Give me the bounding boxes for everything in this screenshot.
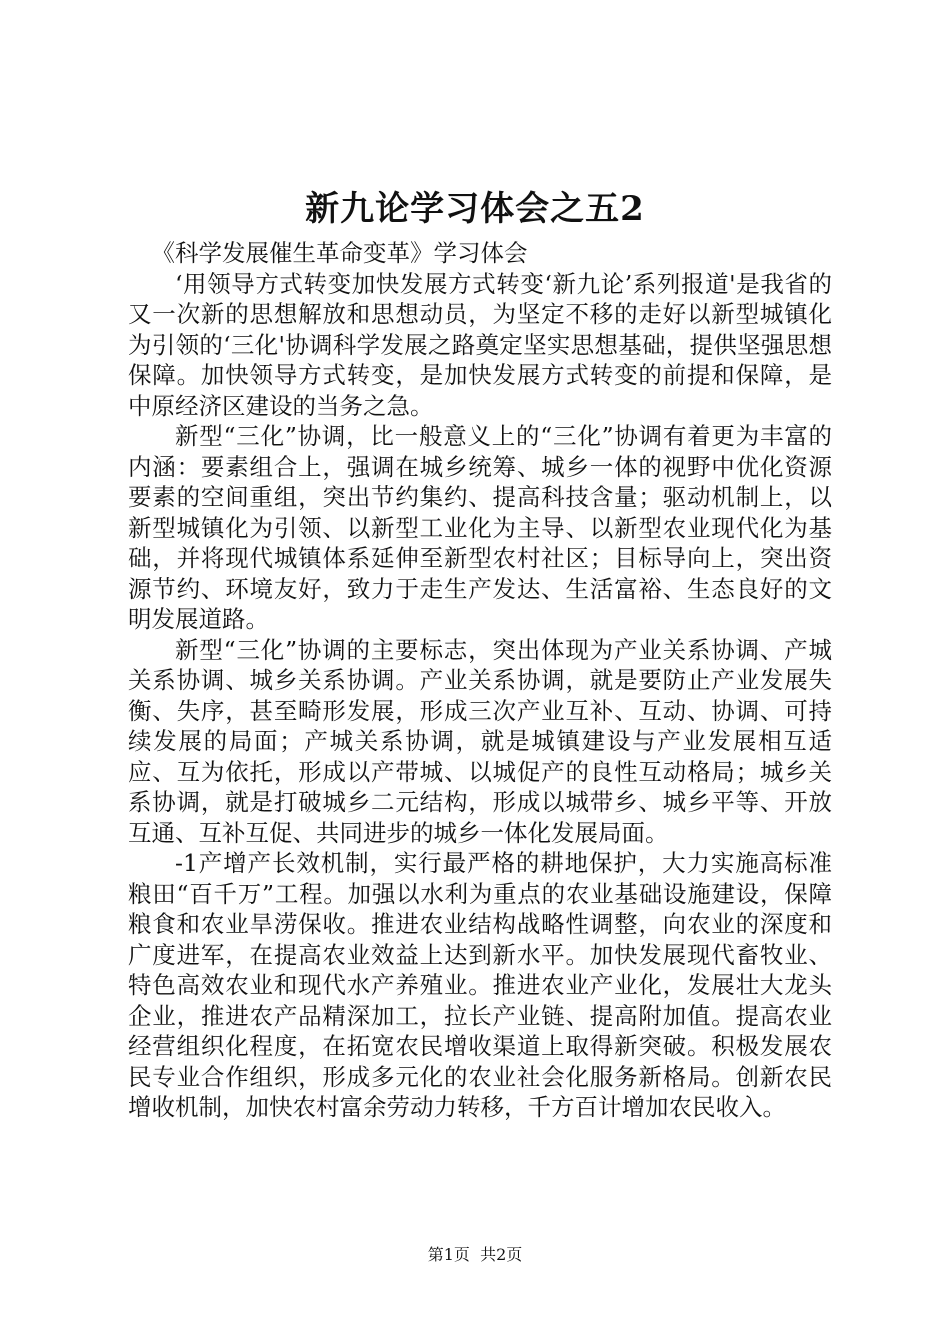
document-title: 新九论学习体会之五2 xyxy=(305,189,645,229)
body-paragraph: 新型“三化”协调的主要标志，突出体现为产业关系协调、产城关系协调、城乡关系协调。产业关系协调，就是要防止产业发展失衡、失序，甚至畸形发展，形成三次产业互补、互动、协调、可持续发展的局面；产城关系协调，就是城镇建设与产业发展相互适应、互为依托，形成以产带城、以城促产的良性互动格局；城乡关系协调，就是打破城乡二元结构，形成以城带乡、城乡平等、开放互通、互补互促、共同进步的城乡一体化发展局面。 xyxy=(128,635,832,847)
document-body xyxy=(128,238,832,1123)
body-paragraph: ‘用领导方式转变加快发展方式转变‘新九论’系列报道'是我省的又一次新的思想解放和思想动员，为坚定不移的走好以新型城镇化为引领的‘三化'协调科学发展之路奠定坚实思想基础，提供坚强思想保障。加快领导方式转变，是加快发展方式转变的前提和保障，是中原经济区建设的当务之急。 xyxy=(128,269,832,420)
body-paragraph: -1产增产长效机制，实行最严格的耕地保护，大力实施高标准粮田“百千万”工程。加强以水利为重点的农业基础设施建设，保障粮食和农业旱涝保收。推进农业结构战略性调整，向农业的深度和广度进军，在提高农业效益上达到新水平。加快发展现代畜牧业、特色高效农业和现代水产养殖业。推进农业产业化，发展壮大龙头企业，推进农产品精深加工，拉长产业链、提高附加值。提高农业经营组织化程度，在拓宽农民增收渠道上取得新突破。积极发展农民专业合作组织，形成多元化的农业社会化服务新格局。创新农民增收机制，加快农村富余劳动力转移，千方百计增加农民收入。 xyxy=(128,849,832,1121)
page-number: 第1页 共2页 xyxy=(427,1245,523,1264)
page-footer xyxy=(0,1244,950,1266)
subtitle-paragraph: 《科学发展催生革命变革》学习体会 xyxy=(151,239,528,267)
body-paragraph: 新型“三化”协调，比一般意义上的“三化”协调有着更为丰富的内涵：要素组合上，强调在城乡统筹、城乡一体的视野中优化资源要素的空间重组，突出节约集约、提高科技含量；驱动机制上，以新型城镇化为引领、以新型工业化为主导、以新型农业现代化为基础，并将现代城镇体系延伸至新型农村社区；目标导向上，突出资源节约、环境友好，致力于走生产发达、生活富裕、生态良好的文明发展道路。 xyxy=(128,422,832,633)
